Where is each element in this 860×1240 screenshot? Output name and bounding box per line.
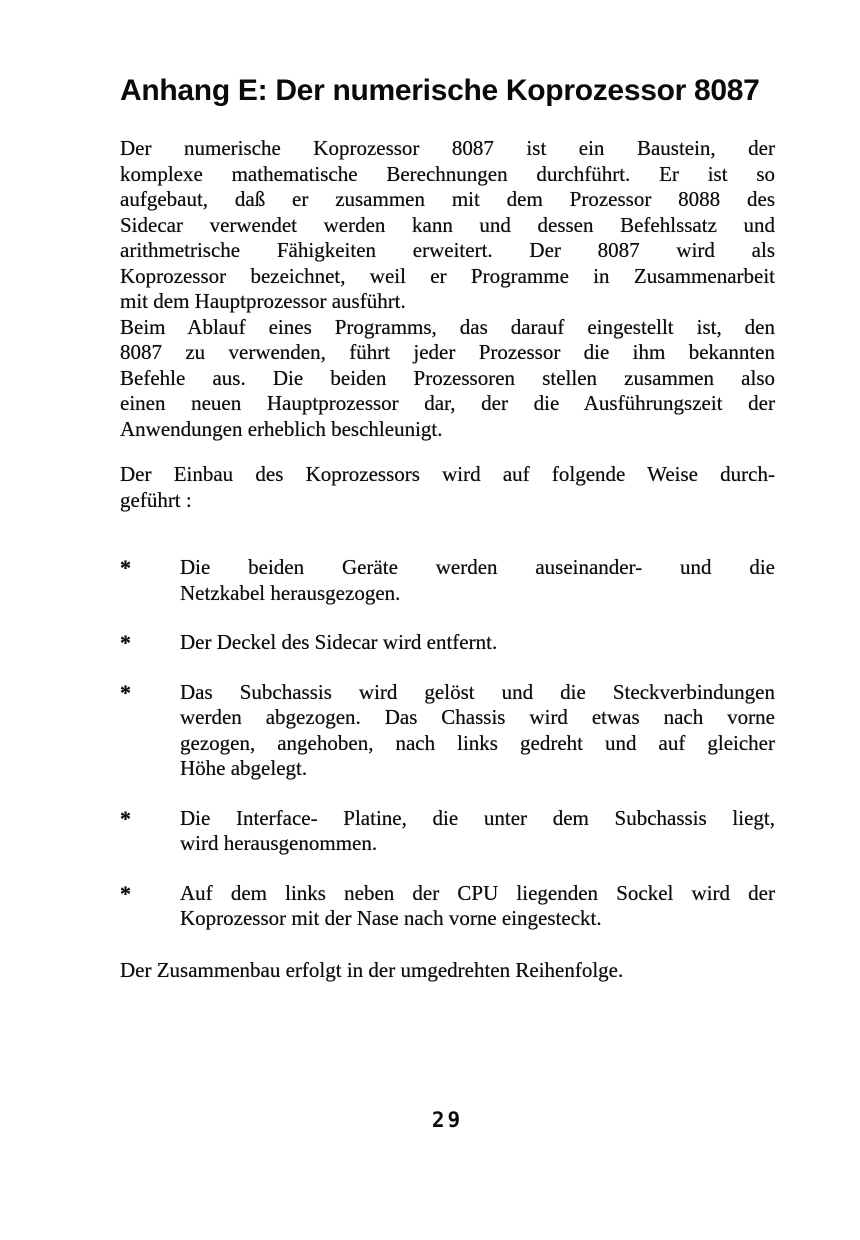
bullet-item [120, 555, 775, 606]
text-line: geführt : [120, 487, 192, 512]
text-line: Die Interface- Platine, die unter dem Subchassis liegt, [180, 805, 775, 830]
bullet-item [120, 680, 775, 782]
text-line: 8087 zu verwenden, führt jeder Prozessor die ihm bekannten [120, 340, 775, 364]
text-line: Anwendungen erheblich beschleunigt. [120, 416, 443, 441]
bullet-item [120, 630, 775, 656]
text-line: Koprozessor mit der Nase nach vorne eingesteckt. [180, 906, 602, 930]
text-line: aufgebaut, daß er zusammen mit dem Prozessor 8088 des [120, 187, 775, 211]
asterisk-bullet-icon: * [120, 555, 131, 580]
paragraph-intro [120, 136, 775, 315]
text-line: Der Deckel des Sidecar wird entfernt. [180, 630, 498, 654]
text-line: Die beiden Geräte werden auseinander- und die [180, 555, 775, 579]
text-line: Beim Ablauf eines Programms, das darauf eingestellt ist, den [120, 314, 775, 339]
paragraph-program-flow [120, 315, 775, 443]
text-line: arithmetrische Fähigkeiten erweitert. Der 8087 wird als [120, 238, 775, 262]
bullet-text [180, 680, 775, 782]
bullet-list [120, 555, 775, 932]
asterisk-bullet-icon: * [120, 679, 131, 705]
bullet-item [120, 806, 775, 857]
asterisk-bullet-icon: * [120, 805, 131, 831]
asterisk-bullet-icon: * [120, 630, 131, 655]
text-line: Der numerische Koprozessor 8087 ist ein Baustein, der [120, 136, 775, 160]
text-line: einen neuen Hauptprozessor dar, der die Ausführungszeit der [120, 391, 775, 415]
text-line: wird herausgenommen. [180, 831, 378, 855]
page-title: Anhang E: Der numerische Koprozessor 8087 [120, 74, 760, 107]
paragraph-installation-intro [120, 462, 775, 513]
text-line: Höhe abgelegt. [180, 756, 308, 780]
text-line: mit dem Hauptprozessor ausführt. [120, 289, 406, 313]
text-line: Der Einbau des Koprozessors wird auf folgende Weise durch- [120, 462, 775, 486]
bullet-text [180, 881, 775, 932]
paragraph-closing: Der Zusammenbau erfolgt in der umgedrehten Reihenfolge. [120, 957, 624, 982]
text-line: Netzkabel herausgezogen. [180, 580, 401, 605]
text-line: komplexe mathematische Berechnungen durchführt. Er ist so [120, 161, 775, 186]
text-column [120, 74, 775, 983]
text-line: Sidecar verwendet werden kann und dessen Befehlssatz und [120, 212, 775, 237]
bullet-text [180, 630, 775, 656]
text-line: Befehle aus. Die beiden Prozessoren stellen zusammen also [120, 365, 775, 390]
asterisk-bullet-icon: * [120, 880, 131, 906]
text-line: gezogen, angehoben, nach links gedreht und auf gleicher [180, 730, 775, 755]
text-line: Koprozessor bezeichnet, weil er Programme in Zusammenarbeit [120, 263, 775, 288]
text-line: Das Subchassis wird gelöst und die Steckverbindungen [180, 679, 775, 704]
bullet-text [180, 555, 775, 606]
text-line: werden abgezogen. Das Chassis wird etwas nach vorne [180, 705, 775, 729]
bullet-text [180, 806, 775, 857]
page-number: 29 [431, 1108, 464, 1132]
text-line: Auf dem links neben der CPU liegenden Sockel wird der [180, 880, 775, 905]
bullet-item [120, 881, 775, 932]
